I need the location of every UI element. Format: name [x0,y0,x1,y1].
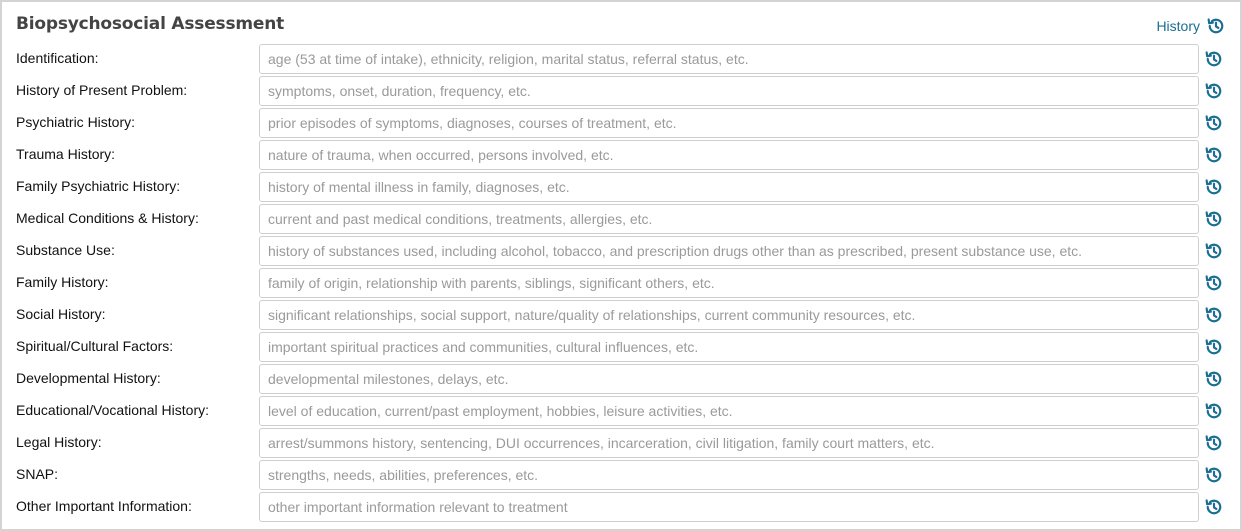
field-label: SNAP: [16,466,59,482]
field-input[interactable] [259,492,1199,522]
form-row [16,460,1226,490]
field-input[interactable] [259,428,1199,458]
form-row [16,236,1226,266]
form-row [16,108,1226,138]
form-row [16,364,1226,394]
form-row [16,204,1226,234]
form-row [16,268,1226,298]
history-icon[interactable] [1204,433,1224,453]
panel-title: Biopsychosocial Assessment [16,14,285,34]
field-input[interactable] [259,364,1199,394]
field-label: Substance Use: [16,242,115,258]
history-icon[interactable] [1204,305,1224,325]
history-icon[interactable] [1204,209,1224,229]
field-label: Other Important Information: [16,498,192,514]
history-icon[interactable] [1204,465,1224,485]
history-icon[interactable] [1204,497,1224,517]
field-input[interactable] [259,140,1199,170]
form-row [16,300,1226,330]
form-row [16,76,1226,106]
field-input[interactable] [259,108,1199,138]
field-input[interactable] [259,76,1199,106]
field-input[interactable] [259,332,1199,362]
history-icon[interactable] [1204,113,1224,133]
history-icon[interactable] [1204,369,1224,389]
field-input[interactable] [259,236,1199,266]
form-row [16,172,1226,202]
field-input[interactable] [259,460,1199,490]
field-input[interactable] [259,204,1199,234]
field-label: Social History: [16,306,106,322]
history-icon[interactable] [1204,49,1224,69]
field-label: Psychiatric History: [16,114,136,130]
form-row [16,492,1226,522]
history-icon [1206,16,1226,36]
field-input[interactable] [259,396,1199,426]
field-label: Educational/Vocational History: [16,402,209,418]
field-label: History of Present Problem: [16,82,188,98]
field-label: Medical Conditions & History: [16,210,199,226]
form-row [16,140,1226,170]
history-link[interactable] [1156,16,1226,36]
field-label: Family History: [16,274,109,290]
history-icon[interactable] [1204,145,1224,165]
field-input[interactable] [259,172,1199,202]
field-input[interactable] [259,300,1199,330]
history-icon[interactable] [1204,273,1224,293]
field-label: Family Psychiatric History: [16,178,181,194]
field-label: Trauma History: [16,146,116,162]
field-label: Developmental History: [16,370,161,386]
form-row [16,44,1226,74]
history-icon[interactable] [1204,177,1224,197]
form-row [16,428,1226,458]
history-icon[interactable] [1204,81,1224,101]
field-label: Spiritual/Cultural Factors: [16,338,174,354]
form-row [16,332,1226,362]
history-icon[interactable] [1204,337,1224,357]
history-icon[interactable] [1204,241,1224,261]
field-input[interactable] [259,44,1199,74]
form-row [16,396,1226,426]
history-link-label: History [1156,18,1200,34]
field-label: Identification: [16,50,99,66]
history-icon[interactable] [1204,401,1224,421]
field-label: Legal History: [16,434,102,450]
field-input[interactable] [259,268,1199,298]
